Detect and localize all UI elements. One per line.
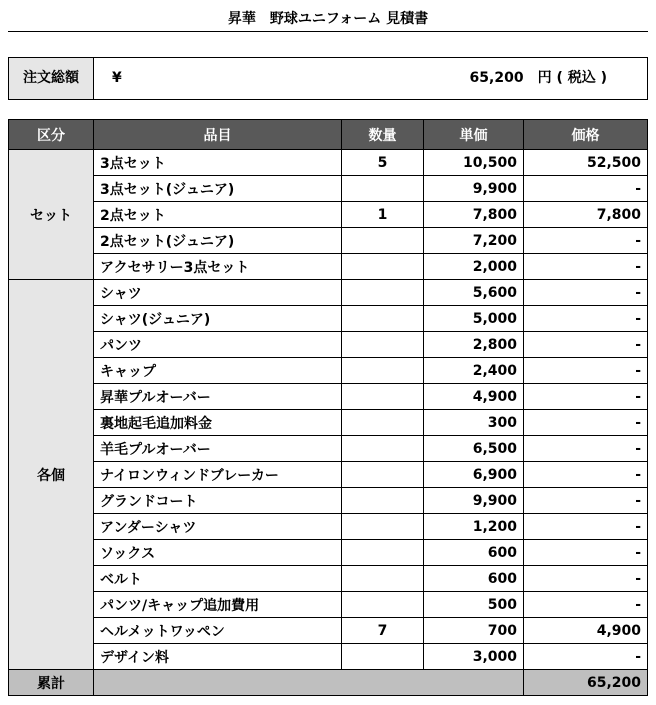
table-row [9, 332, 648, 358]
table-row [9, 254, 648, 280]
item-price: - [524, 592, 648, 618]
item-unit-price: 9,900 [424, 176, 524, 202]
item-price: - [524, 176, 648, 202]
table-row [9, 228, 648, 254]
item-price: - [524, 566, 648, 592]
item-name: 羊毛プルオーバー [94, 436, 342, 462]
item-unit-price: 700 [424, 618, 524, 644]
item-price: - [524, 384, 648, 410]
item-name: ヘルメットワッペン [94, 618, 342, 644]
item-name: グランドコート [94, 488, 342, 514]
table-row [9, 436, 648, 462]
item-quantity [342, 176, 424, 202]
table-row [9, 358, 648, 384]
item-unit-price: 2,000 [424, 254, 524, 280]
item-name: ソックス [94, 540, 342, 566]
category-cell: セット [9, 150, 94, 280]
item-unit-price: 300 [424, 410, 524, 436]
table-row [9, 462, 648, 488]
item-unit-price: 600 [424, 566, 524, 592]
title-underline [8, 31, 648, 32]
table-row [9, 384, 648, 410]
item-unit-price: 2,800 [424, 332, 524, 358]
item-quantity [342, 488, 424, 514]
summary-blank [94, 670, 524, 696]
item-unit-price: 500 [424, 592, 524, 618]
table-body [9, 150, 648, 696]
table-row [9, 150, 648, 176]
table-row [9, 202, 648, 228]
item-unit-price: 6,500 [424, 436, 524, 462]
item-quantity [342, 592, 424, 618]
table-row [9, 410, 648, 436]
header-quantity: 数量 [342, 120, 424, 150]
order-total-amount: 65,200 円 ( 税込 ) [469, 70, 607, 86]
item-quantity [342, 566, 424, 592]
item-price: - [524, 540, 648, 566]
item-quantity [342, 410, 424, 436]
item-name: パンツ [94, 332, 342, 358]
item-price: - [524, 254, 648, 280]
table-row [9, 618, 648, 644]
item-quantity [342, 306, 424, 332]
item-unit-price: 5,600 [424, 280, 524, 306]
order-total-box [8, 57, 648, 100]
table-row [9, 280, 648, 306]
item-quantity [342, 436, 424, 462]
header-category: 区分 [9, 120, 94, 150]
header-item: 品目 [94, 120, 342, 150]
item-name: デザイン料 [94, 644, 342, 670]
item-quantity [342, 228, 424, 254]
table-row [9, 566, 648, 592]
item-quantity [342, 332, 424, 358]
item-name: 3点セット [94, 150, 342, 176]
item-quantity [342, 540, 424, 566]
summary-label: 累計 [9, 670, 94, 696]
header-price: 価格 [524, 120, 648, 150]
summary-row [9, 670, 648, 696]
item-unit-price: 6,900 [424, 462, 524, 488]
item-unit-price: 600 [424, 540, 524, 566]
table-row [9, 644, 648, 670]
table-row [9, 488, 648, 514]
item-unit-price: 9,900 [424, 488, 524, 514]
table-row [9, 514, 648, 540]
category-cell: 各個 [9, 280, 94, 670]
header-unit-price: 単価 [424, 120, 524, 150]
item-price: - [524, 488, 648, 514]
estimate-table [8, 119, 648, 696]
item-quantity [342, 644, 424, 670]
item-price: 4,900 [524, 618, 648, 644]
item-name: シャツ(ジュニア) [94, 306, 342, 332]
item-quantity [342, 462, 424, 488]
yen-symbol: ¥ [112, 70, 122, 86]
item-unit-price: 2,400 [424, 358, 524, 384]
item-name: キャップ [94, 358, 342, 384]
order-total-label: 注文総額 [9, 58, 94, 99]
item-name: パンツ/キャップ追加費用 [94, 592, 342, 618]
item-name: 2点セット(ジュニア) [94, 228, 342, 254]
item-price: 7,800 [524, 202, 648, 228]
item-price: 52,500 [524, 150, 648, 176]
item-unit-price: 7,800 [424, 202, 524, 228]
table-row [9, 540, 648, 566]
table-row [9, 176, 648, 202]
item-quantity [342, 280, 424, 306]
item-unit-price: 1,200 [424, 514, 524, 540]
item-name: シャツ [94, 280, 342, 306]
item-price: - [524, 358, 648, 384]
item-price: - [524, 410, 648, 436]
item-unit-price: 4,900 [424, 384, 524, 410]
table-row [9, 592, 648, 618]
item-quantity [342, 384, 424, 410]
item-name: アクセサリー3点セット [94, 254, 342, 280]
summary-total: 65,200 [524, 670, 648, 696]
document-title: 昇華 野球ユニフォーム 見積書 [227, 11, 429, 27]
item-price: - [524, 332, 648, 358]
item-price: - [524, 644, 648, 670]
item-price: - [524, 436, 648, 462]
item-unit-price: 7,200 [424, 228, 524, 254]
item-name: 昇華プルオーバー [94, 384, 342, 410]
item-name: 2点セット [94, 202, 342, 228]
item-quantity: 5 [342, 150, 424, 176]
item-price: - [524, 228, 648, 254]
item-price: - [524, 280, 648, 306]
table-header-row [9, 120, 648, 150]
table-row [9, 306, 648, 332]
item-price: - [524, 514, 648, 540]
item-name: ベルト [94, 566, 342, 592]
item-name: ナイロンウィンドブレーカー [94, 462, 342, 488]
item-quantity [342, 358, 424, 384]
item-unit-price: 10,500 [424, 150, 524, 176]
item-price: - [524, 306, 648, 332]
item-quantity: 7 [342, 618, 424, 644]
item-quantity [342, 254, 424, 280]
item-unit-price: 5,000 [424, 306, 524, 332]
item-price: - [524, 462, 648, 488]
item-name: 3点セット(ジュニア) [94, 176, 342, 202]
item-name: アンダーシャツ [94, 514, 342, 540]
item-quantity [342, 514, 424, 540]
item-quantity: 1 [342, 202, 424, 228]
item-name: 裏地起毛追加料金 [94, 410, 342, 436]
item-unit-price: 3,000 [424, 644, 524, 670]
